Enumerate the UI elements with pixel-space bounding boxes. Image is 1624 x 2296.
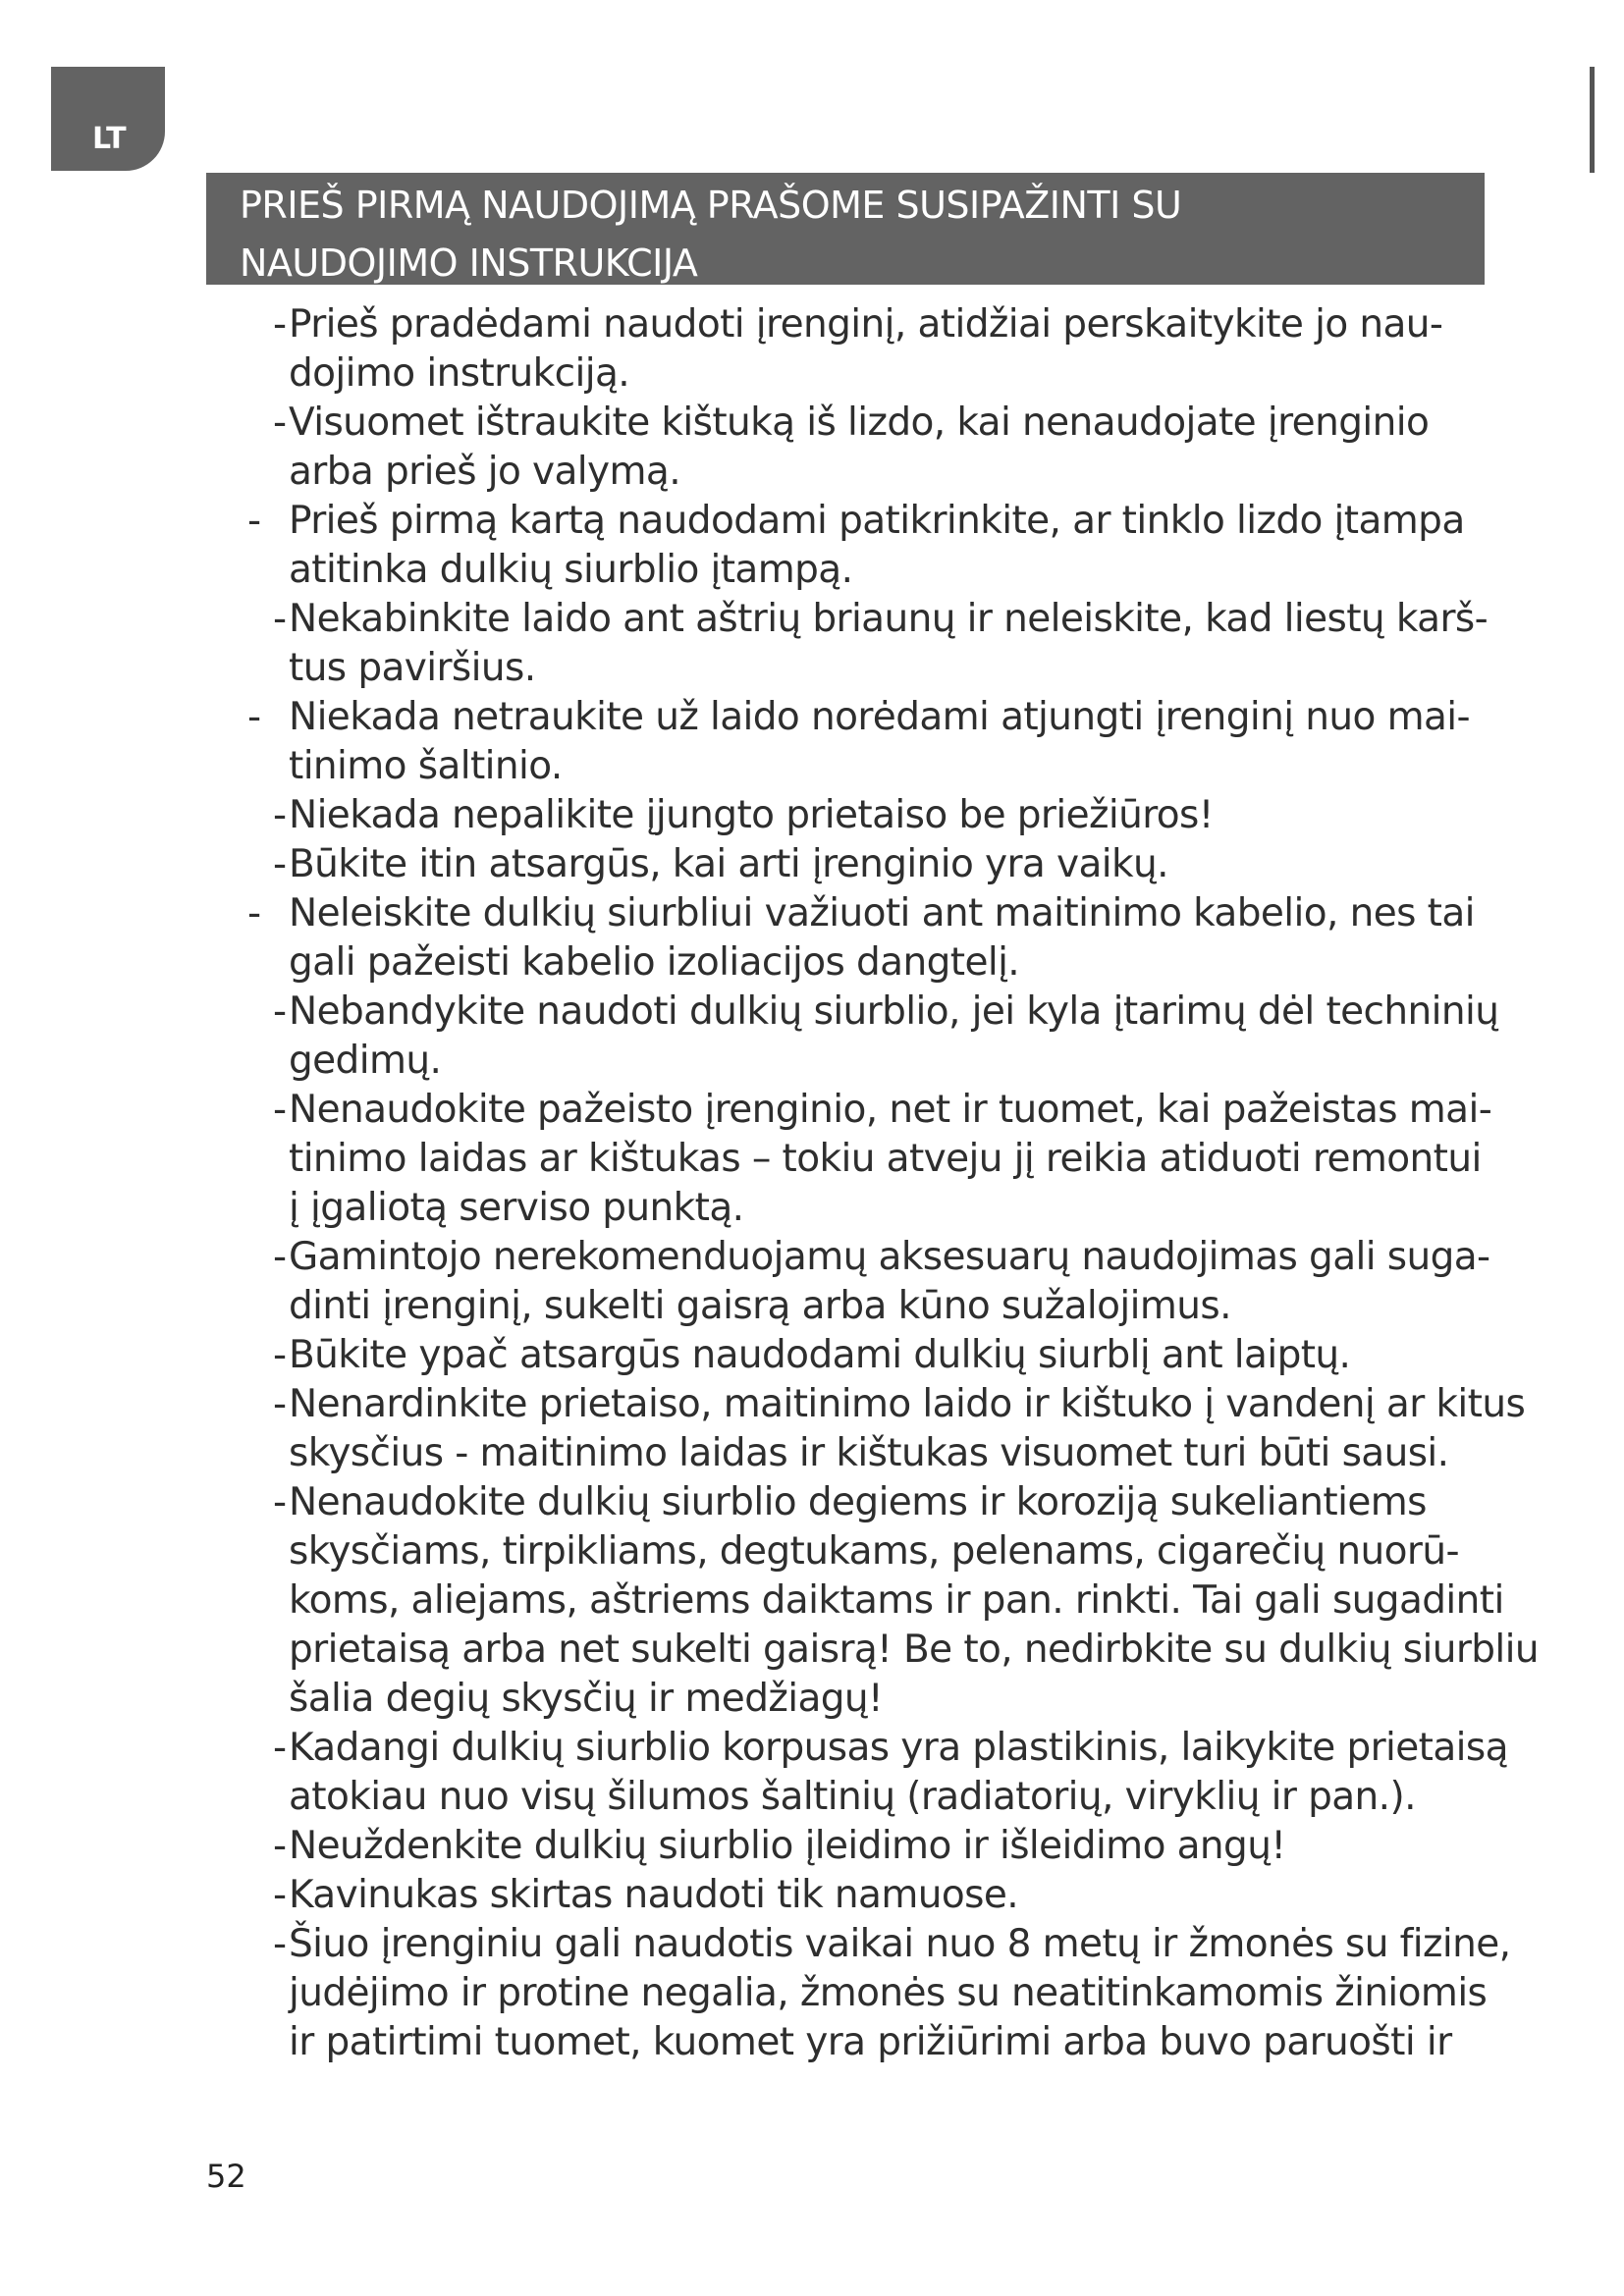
instruction-text-line: Kavinukas skirtas naudoti tik namuose. — [289, 1873, 1019, 1917]
instruction-text-line: Niekada netraukite už laido norėdami atjungti įrenginį nuo mai- — [289, 695, 1470, 739]
instruction-item — [244, 791, 1520, 840]
instruction-item — [244, 1233, 1520, 1331]
bullet-dash: - — [273, 1382, 287, 1426]
section-heading — [206, 173, 1485, 285]
instruction-text-line: Nekabinkite laido ant aštrių briaunų ir neleiskite, kad liestų karš- — [289, 597, 1489, 641]
bullet-dash: - — [273, 989, 287, 1034]
instruction-item — [244, 1724, 1520, 1822]
instruction-text-line: tinimo šaltinio. — [289, 744, 563, 788]
instruction-text-line: Prieš pirmą kartą naudodami patikrinkite, ar tinklo lizdo įtampa — [289, 499, 1465, 543]
instruction-item — [244, 1871, 1520, 1920]
page-number: 52 — [206, 2158, 246, 2195]
bullet-dash: - — [273, 400, 287, 445]
instruction-item — [244, 889, 1520, 988]
instruction-text-line: Niekada nepalikite įjungto prietaiso be priežiūros! — [289, 793, 1214, 837]
safety-instructions-list — [244, 300, 1540, 2067]
instruction-item — [244, 300, 1520, 399]
bullet-dash: - — [273, 1333, 287, 1377]
instruction-item — [244, 497, 1520, 595]
instruction-item — [244, 1331, 1520, 1380]
instruction-text-line: koms, aliejams, aštriems daiktams ir pan. rinkti. Tai gali sugadinti — [289, 1578, 1504, 1623]
instruction-text-line: atitinka dulkių siurblio įtampą. — [289, 548, 853, 592]
bullet-dash: - — [273, 597, 287, 641]
instruction-item — [244, 399, 1520, 497]
instruction-text-line: Prieš pradėdami naudoti įrenginį, atidžiai perskaitykite jo nau- — [289, 302, 1443, 347]
page-edge-marker — [1590, 67, 1595, 173]
instruction-text-line: dojimo instrukciją. — [289, 351, 630, 396]
instruction-text-line: dinti įrenginį, sukelti gaisrą arba kūno sužalojimus. — [289, 1284, 1231, 1328]
bullet-dash: - — [273, 1480, 287, 1524]
bullet-dash: - — [273, 1873, 287, 1917]
instruction-text-line: ir patirtimi tuomet, kuomet yra prižiūrimi arba buvo paruošti ir — [289, 2020, 1452, 2064]
bullet-dash: - — [273, 1235, 287, 1279]
instruction-text-line: judėjimo ir protine negalia, žmonės su neatitinkamomis žiniomis — [289, 1971, 1488, 2015]
instruction-text-line: gali pažeisti kabelio izoliacijos dangtelį. — [289, 940, 1020, 985]
instruction-item — [244, 840, 1520, 889]
instruction-text-line: Nenaudokite dulkių siurblio degiems ir koroziją sukeliantiems — [289, 1480, 1427, 1524]
instruction-text-line: tinimo laidas ar kištukas – tokiu atveju jį reikia atiduoti remontui — [289, 1137, 1482, 1181]
instruction-text-line: atokiau nuo visų šilumos šaltinių (radiatorių, viryklių ir pan.). — [289, 1775, 1416, 1819]
instruction-text-line: Neleiskite dulkių siurbliui važiuoti ant maitinimo kabelio, nes tai — [289, 891, 1475, 935]
bullet-dash: - — [247, 891, 261, 935]
instruction-text-line: Kadangi dulkių siurblio korpusas yra plastikinis, laikykite prietaisą — [289, 1726, 1508, 1770]
language-tab: LT — [51, 67, 165, 171]
instruction-text-line: Nenaudokite pažeisto įrenginio, net ir tuomet, kai pažeistas mai- — [289, 1088, 1492, 1132]
bullet-dash: - — [247, 499, 261, 543]
instruction-item — [244, 1086, 1520, 1233]
heading-line: PRIEŠ PIRMĄ NAUDOJIMĄ PRAŠOME SUSIPAŽINTI SU — [240, 184, 1182, 227]
instruction-item — [244, 1920, 1520, 2067]
instruction-text-line: Šiuo įrenginiu gali naudotis vaikai nuo 8 metų ir žmonės su fizine, — [289, 1922, 1511, 1966]
instruction-item — [244, 1380, 1526, 1478]
bullet-dash: - — [273, 1088, 287, 1132]
instruction-text-line: arba prieš jo valymą. — [289, 450, 680, 494]
instruction-text-line: Būkite itin atsargūs, kai arti įrenginio yra vaikų. — [289, 842, 1168, 886]
bullet-dash: - — [273, 302, 287, 347]
instruction-text-line: skysčius - maitinimo laidas ir kištukas visuomet turi būti sausi. — [289, 1431, 1449, 1475]
instruction-item — [244, 693, 1520, 791]
instruction-text-line: prietaisą arba net sukelti gaisrą! Be to, nedirbkite su dulkių siurbliu — [289, 1628, 1540, 1672]
bullet-dash: - — [273, 842, 287, 886]
instruction-item — [244, 988, 1520, 1086]
bullet-dash: - — [273, 1922, 287, 1966]
instruction-text-line: Gamintojo nerekomenduojamų aksesuarų naudojimas gali suga- — [289, 1235, 1490, 1279]
heading-line: NAUDOJIMO INSTRUKCIJA — [240, 241, 698, 285]
instruction-text-line: tus paviršius. — [289, 646, 536, 690]
bullet-dash: - — [273, 1824, 287, 1868]
instruction-text-line: į įgaliotą serviso punktą. — [289, 1186, 744, 1230]
instruction-item — [244, 595, 1520, 693]
instruction-text-line: Visuomet ištraukite kištuką iš lizdo, kai nenaudojate įrenginio — [289, 400, 1430, 445]
bullet-dash: - — [273, 1726, 287, 1770]
bullet-dash: - — [247, 695, 261, 739]
bullet-dash: - — [273, 793, 287, 837]
instruction-text-line: gedimų. — [289, 1039, 442, 1083]
instruction-text-line: šalia degių skysčių ir medžiagų! — [289, 1677, 884, 1721]
instruction-text-line: Nenardinkite prietaiso, maitinimo laido ir kištuko į vandenį ar kitus — [289, 1382, 1526, 1426]
instruction-text-line: Neuždenkite dulkių siurblio įleidimo ir išleidimo angų! — [289, 1824, 1286, 1868]
instruction-text-line: Būkite ypač atsargūs naudodami dulkių siurblį ant laiptų. — [289, 1333, 1351, 1377]
instruction-item — [244, 1822, 1520, 1871]
instruction-item — [244, 1478, 1540, 1724]
instruction-text-line: Nebandykite naudoti dulkių siurblio, jei kyla įtarimų dėl techninių — [289, 989, 1499, 1034]
instruction-text-line: skysčiams, tirpikliams, degtukams, pelenams, cigarečių nuorū- — [289, 1529, 1459, 1574]
